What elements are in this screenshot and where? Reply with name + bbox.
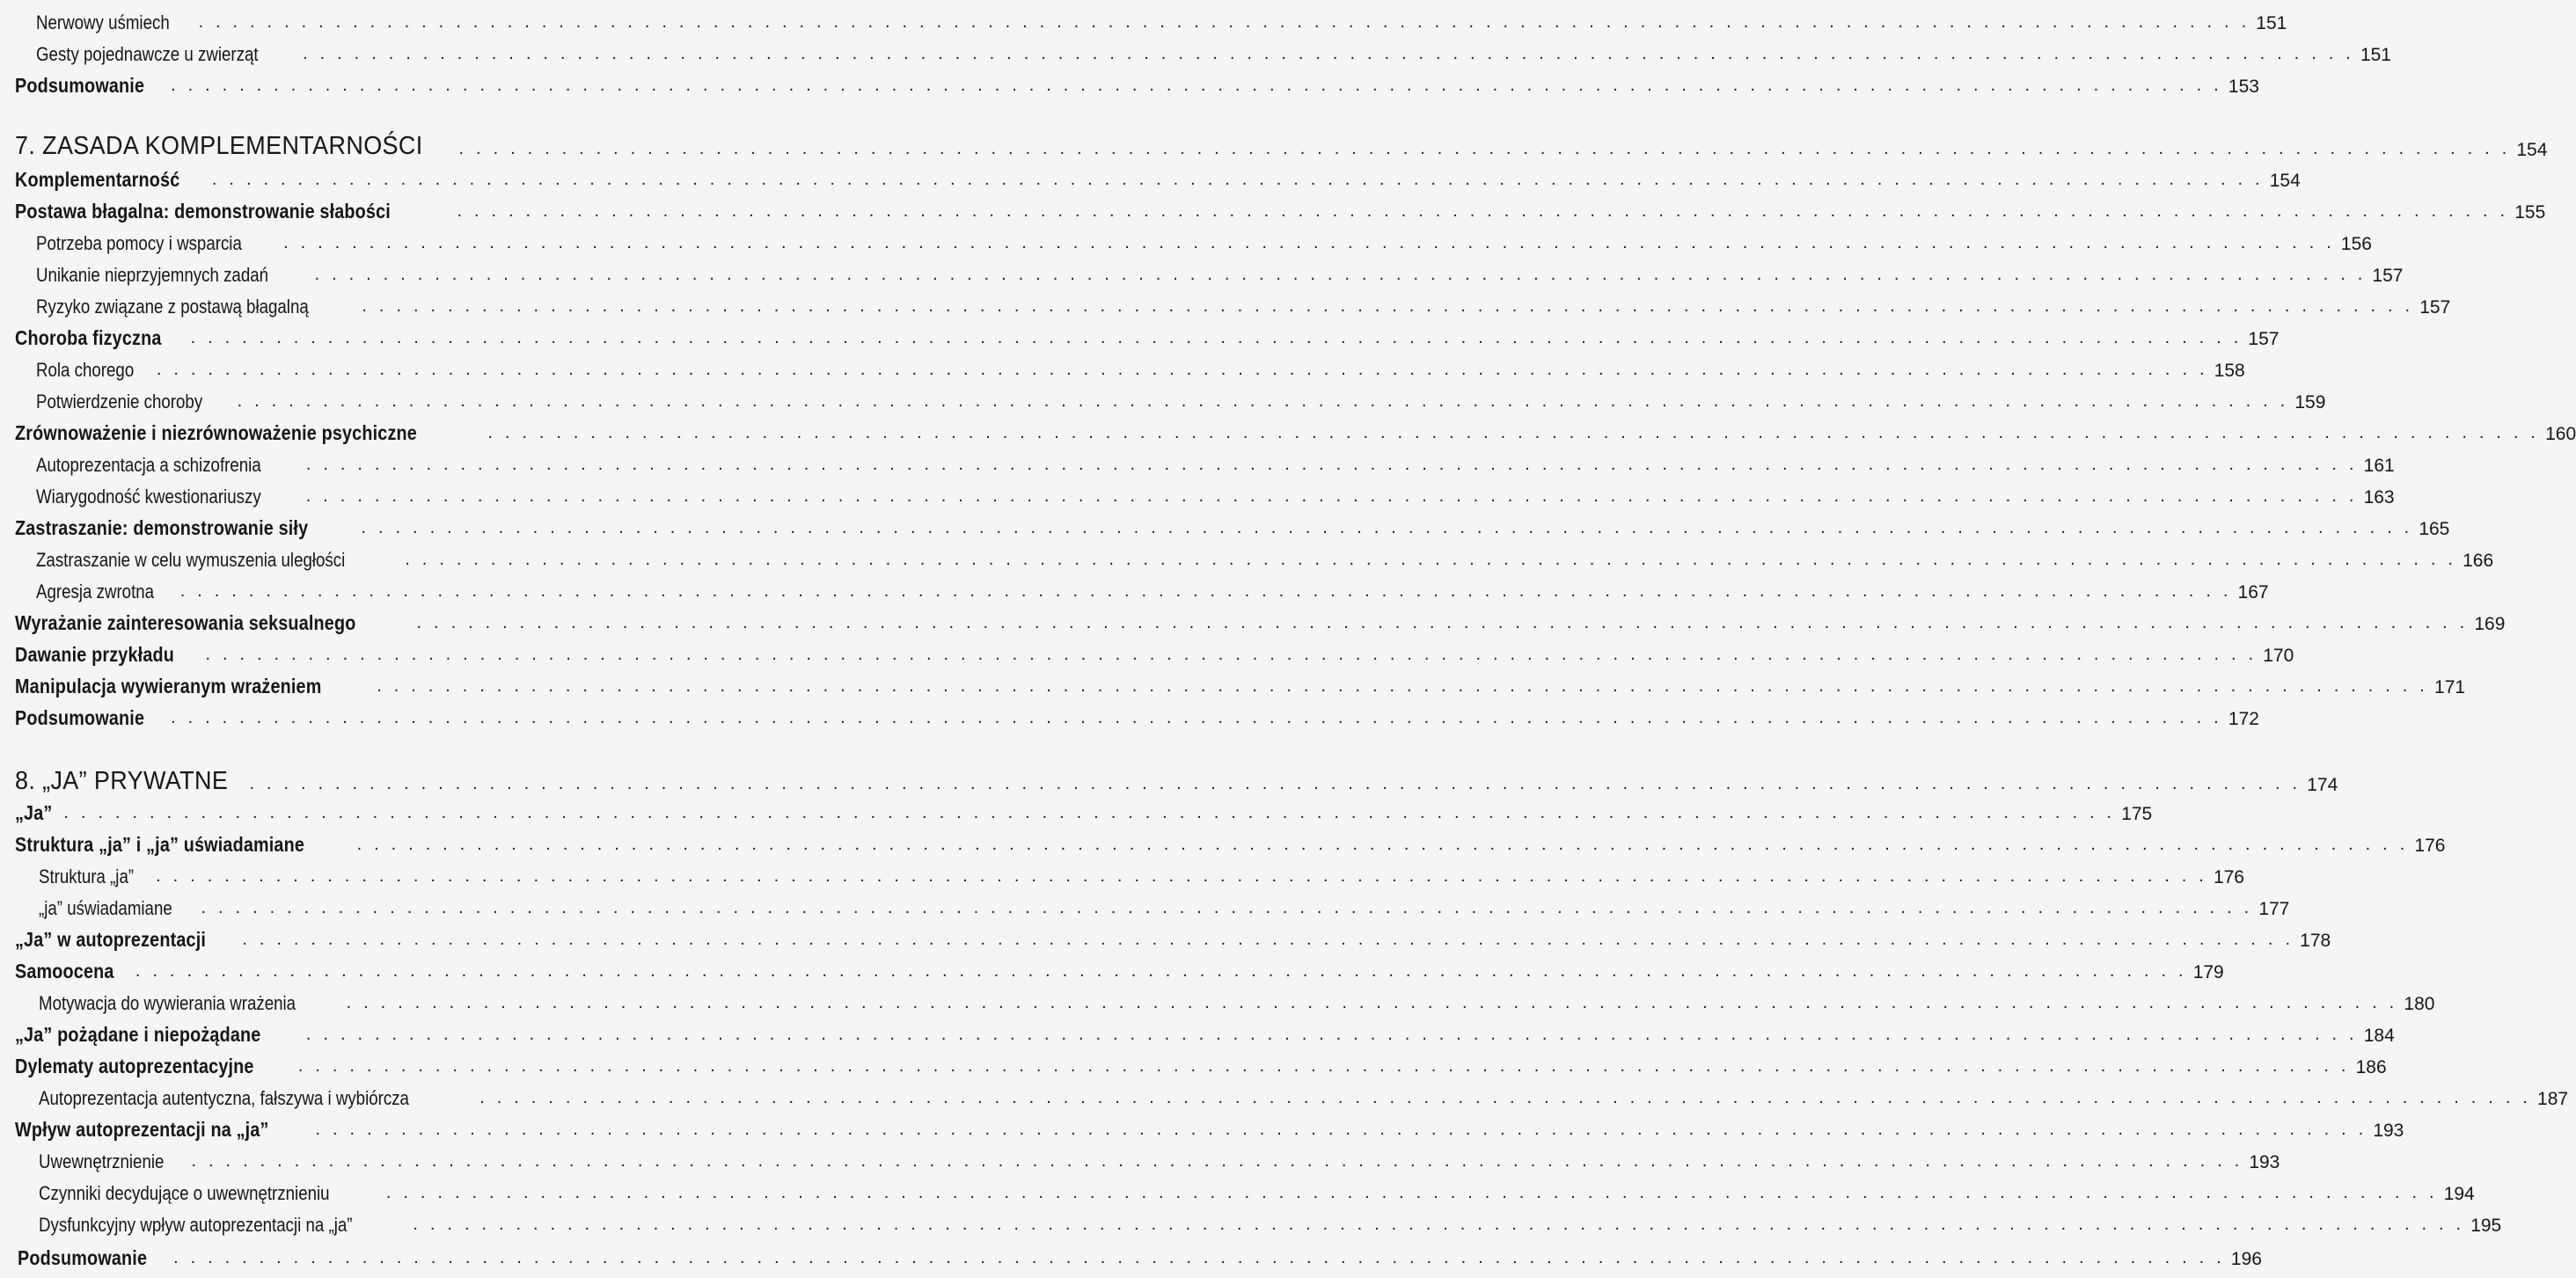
toc-entry-page: 157 xyxy=(2248,329,2280,349)
toc-entry-page: 154 xyxy=(2269,171,2301,191)
dot-leader: . . . . . . . . . . . . . . . . . . . . . . . . . . . . . . . . . . . . . . . . . . . . . . . . . . . . . . . . . . . . . . . . . . . . . . . . . . . . . . . . . . . . . . . . . . . . . . . . . . . . . . . . . . . . . . . . . . . . . . . . xyxy=(156,360,2208,379)
dot-leader: . . . . . . . . . . . . . . . . . . . . . . . . . . . . . . . . . . . . . . . . . . . . . . . . . . . . . . . . . . . . . . . . . . . . . . . . . . . . . . . . . . . . . . . . . . . . . . . . . . . . . . . . . . . . . . . . . . . . . . . . xyxy=(362,296,2414,316)
dot-leader: . . . . . . . . . . . . . . . . . . . . . . . . . . . . . . . . . . . . . . . . . . . . . . . . . . . . . . . . . . . . . . . . . . . . . . . . . . . . . . . . . . . . . . . . . . . . . . . . . . . . . . . . . . . . . . . . . . . . . . . . xyxy=(305,1025,2358,1044)
toc-entry xyxy=(0,3,2287,33)
toc-entry-page: 180 xyxy=(2404,994,2435,1014)
toc-entry-page: 178 xyxy=(2300,931,2331,951)
toc-entry xyxy=(0,1078,2569,1109)
toc-entry xyxy=(0,445,2395,476)
toc-entry xyxy=(0,160,2301,191)
dot-leader: . . . . . . . . . . . . . . . . . . . . . . . . . . . . . . . . . . . . . . . . . . . . . . . . . . . . . . . . . . . . . . . . . . . . . . . . . . . . . . . . . . . . . . . . . . . . . . . . . . . . . . . . . . . . . . . . . . . . . . . . xyxy=(171,76,2222,95)
toc-chapter xyxy=(0,126,2548,160)
toc-entry-page: 151 xyxy=(2360,45,2391,65)
toc-entry-title: Uwewnętrznienie xyxy=(39,1150,165,1172)
toc-chapter-title: 8. „JA” PRYWATNE xyxy=(15,767,229,795)
toc-entry xyxy=(0,698,2259,729)
toc-entry xyxy=(0,34,2391,65)
toc-entry-page: 194 xyxy=(2443,1184,2475,1204)
toc-entry-title: Struktura „ja” i „ja” uświadamiane xyxy=(15,833,305,856)
toc-entry-title: Zrównoważenie i niezrównoważenie psychiczne xyxy=(15,421,417,444)
dot-leader: . . . . . . . . . . . . . . . . . . . . . . . . . . . . . . . . . . . . . . . . . . . . . . . . . . . . . . . . . . . . . . . . . . . . . . . . . . . . . . . . . . . . . . . . . . . . . . . . . . . . . . . . . . . . . . . . . . . . . . . . xyxy=(305,486,2358,506)
toc-entry xyxy=(0,350,2245,381)
toc-entry xyxy=(0,477,2395,508)
toc-entry-title: Dawanie przykładu xyxy=(15,643,175,666)
toc-entry-title: Dysfunkcyjny wpływ autoprezentacji na „ja” xyxy=(39,1214,353,1236)
toc-entry-page: 160 xyxy=(2545,424,2576,444)
toc-entry xyxy=(0,825,2446,856)
dot-leader: . . . . . . . . . . . . . . . . . . . . . . . . . . . . . . . . . . . . . . . . . . . . . . . . . . . . . . . . . . . . . . . . . . . . . . . . . . . . . . . . . . . . . . . . . . . . . . . . . . . . . . . . . . . . . . . . . . . . . . . . xyxy=(487,423,2540,442)
toc-entry-page: 193 xyxy=(2249,1152,2280,1172)
dot-leader: . . . . . . . . . . . . . . . . . . . . . . . . . . . . . . . . . . . . . . . . . . . . . . . . . . . . . . . . . . . . . . . . . . . . . . . . . . . . . . . . . . . . . . . . . . . . . . . . . . . . . . . . . . . . . . . . . . . . . . . . xyxy=(361,518,2413,537)
toc-entry-page: 153 xyxy=(2228,77,2259,97)
dot-leader: . . . . . . . . . . . . . . . . . . . . . . . . . . . . . . . . . . . . . . . . . . . . . . . . . . . . . . . . . . . . . . . . . . . . . . . . . . . . . . . . . . . . . . . . . . . . . . . . . . . . . . . . . . . . . . . . . . . . . . . . xyxy=(315,1120,2367,1139)
dot-leader: . . . . . . . . . . . . . . . . . . . . . . . . . . . . . . . . . . . . . . . . . . . . . . . . . . . . . . . . . . . . . . . . . . . . . . . . . . . . . . . . . . . . . . . . . . . . . . . . . . . . . . . . . . . . . . . . . . . . . . . . xyxy=(237,391,2289,411)
toc-entry-page: 172 xyxy=(2228,709,2259,729)
toc-entry-title: Ryzyko związane z postawą błagalną xyxy=(36,296,309,318)
dot-leader: . . . . . . . . . . . . . . . . . . . . . . . . . . . . . . . . . . . . . . . . . . . . . . . . . . . . . . . . . . . . . . . . . . . . . . . . . . . . . . . . . . . . . . . . . . . . . . . . . . . . . . . . . . . . . . . . . . . . . . . . xyxy=(205,645,2258,664)
dot-leader: . . . . . . . . . . . . . . . . . . . . . . . . . . . . . . . . . . . . . . . . . . . . . . . . . . . . . . . . . . . . . . . . . . . . . . . . . . . . . . . . . . . . . . . . . . . . . . . . . . . . . . . . . . . . . . . . . . . . . . . . xyxy=(211,170,2264,189)
toc-entry-page: 177 xyxy=(2258,899,2290,919)
toc-entry-page: 157 xyxy=(2419,297,2451,318)
toc-entry-title: Agresja zwrotna xyxy=(36,581,155,602)
toc-entry-title: „Ja” xyxy=(15,801,53,824)
dot-leader: . . . . . . . . . . . . . . . . . . . . . . . . . . . . . . . . . . . . . . . . . . . . . . . . . . . . . . . . . . . . . . . . . . . . . . . . . . . . . . . . . . . . . . . . . . . . . . . . . . . . . . . . . . . . . . . . . . . . . . . . xyxy=(190,328,2243,347)
dot-leader: . . . . . . . . . . . . . . . . . . . . . . . . . . . . . . . . . . . . . . . . . . . . . . . . . . . . . . . . . . . . . . . . . . . . . . . . . . . . . . . . . . . . . . . . . . . . . . . . . . . . . . . . . . . . . . . . . . . . . . . . xyxy=(385,1183,2438,1202)
toc-entry xyxy=(0,540,2494,571)
toc-entry-title: Potrzeba pomocy i wsparcia xyxy=(36,232,242,254)
dot-leader: . . . . . . . . . . . . . . . . . . . . . . . . . . . . . . . . . . . . . . . . . . . . . . . . . . . . . . . . . . . . . . . . . . . . . . . . . . . . . . . . . . . . . . . . . . . . . . . . . . . . . . . . . . . . . . . . . . . . . . . . xyxy=(405,550,2457,569)
toc-entry xyxy=(0,1110,2404,1141)
toc-entry-title: Rola chorego xyxy=(36,359,135,381)
dot-leader: . . . . . . . . . . . . . . . . . . . . . . . . . . . . . . . . . . . . . . . . . . . . . . . . . . . . . . . . . . . . . . . . . . . . . . . . . . . . . . . . . . . . . . . . . . . . . . . . . . . . . . . . . . . . . . . . . . . . . . . . xyxy=(191,1151,2243,1171)
toc-chapter xyxy=(0,761,2338,795)
toc-entry xyxy=(0,255,2404,286)
toc-entry-page: 186 xyxy=(2355,1057,2387,1077)
toc-entry-title: Podsumowanie xyxy=(18,1246,148,1269)
toc-entry-page: 155 xyxy=(2514,202,2546,223)
dot-leader: . . . . . . . . . . . . . . . . . . . . . . . . . . . . . . . . . . . . . . . . . . . . . . . . . . . . . . . . . . . . . . . . . . . . . . . . . . . . . . . . . . . . . . . . . . . . . . . . . . . . . . . . . . . . . . . . . . . . . . . . xyxy=(413,1215,2465,1234)
toc-entry xyxy=(0,793,2153,824)
toc-entry xyxy=(0,223,2372,254)
toc-entry-title: Postawa błagalna: demonstrowanie słabości xyxy=(15,200,391,223)
dot-leader: . . . . . . . . . . . . . . . . . . . . . . . . . . . . . . . . . . . . . . . . . . . . . . . . . . . . . . . . . . . . . . . . . . . . . . . . . . . . . . . . . . . . . . . . . . . . . . . . . . . . . . . . . . . . . . . . . . . . . . . . xyxy=(346,993,2398,1012)
toc-entry xyxy=(0,1142,2280,1172)
dot-leader: . . . . . . . . . . . . . . . . . . . . . . . . . . . . . . . . . . . . . . . . . . . . . . . . . . . . . . . . . . . . . . . . . . . . . . . . . . . . . . . . . . . . . . . . . . . . . . . . . . . . . . . . . . . . . . . . . . . . . . . . xyxy=(198,12,2250,32)
toc-entry-page: 170 xyxy=(2263,646,2294,666)
toc-entry-page: 159 xyxy=(2294,392,2326,413)
toc-chapter-title: 7. ZASADA KOMPLEMENTARNOŚCI xyxy=(15,132,423,160)
dot-leader: . . . . . . . . . . . . . . . . . . . . . . . . . . . . . . . . . . . . . . . . . . . . . . . . . . . . . . . . . . . . . . . . . . . . . . . . . . . . . . . . . . . . . . . . . . . . . . . . . . . . . . . . . . . . . . . . . . . . . . . . xyxy=(249,774,2302,793)
toc-entry xyxy=(0,635,2294,666)
dot-leader: . . . . . . . . . . . . . . . . . . . . . . . . . . . . . . . . . . . . . . . . . . . . . . . . . . . . . . . . . . . . . . . . . . . . . . . . . . . . . . . . . . . . . . . . . . . . . . . . . . . . . . . . . . . . . . . . . . . . . . . . xyxy=(173,1248,2225,1267)
toc-entry xyxy=(0,508,2450,539)
toc-entry-page: 176 xyxy=(2213,867,2244,887)
toc-entry-title: „Ja” pożądane i niepożądane xyxy=(15,1023,261,1046)
dot-leader: . . . . . . . . . . . . . . . . . . . . . . . . . . . . . . . . . . . . . . . . . . . . . . . . . . . . . . . . . . . . . . . . . . . . . . . . . . . . . . . . . . . . . . . . . . . . . . . . . . . . . . . . . . . . . . . . . . . . . . . . xyxy=(305,455,2358,474)
toc-entry xyxy=(0,1238,2262,1269)
dot-leader: . . . . . . . . . . . . . . . . . . . . . . . . . . . . . . . . . . . . . . . . . . . . . . . . . . . . . . . . . . . . . . . . . . . . . . . . . . . . . . . . . . . . . . . . . . . . . . . . . . . . . . . . . . . . . . . . . . . . . . . . xyxy=(135,961,2187,981)
toc-entry-title: „ja” uświadamiane xyxy=(39,897,172,919)
dot-leader: . . . . . . . . . . . . . . . . . . . . . . . . . . . . . . . . . . . . . . . . . . . . . . . . . . . . . . . . . . . . . . . . . . . . . . . . . . . . . . . . . . . . . . . . . . . . . . . . . . . . . . . . . . . . . . . . . . . . . . . . xyxy=(297,1056,2350,1076)
dot-leader: . . . . . . . . . . . . . . . . . . . . . . . . . . . . . . . . . . . . . . . . . . . . . . . . . . . . . . . . . . . . . . . . . . . . . . . . . . . . . . . . . . . . . . . . . . . . . . . . . . . . . . . . . . . . . . . . . . . . . . . . xyxy=(201,898,2253,917)
toc-entry-title: Motywacja do wywierania wrażenia xyxy=(39,992,296,1014)
toc-entry-title: Wyrażanie zainteresowania seksualnego xyxy=(15,611,356,634)
toc-entry-title: Komplementarność xyxy=(15,168,180,191)
toc-entry-page: 175 xyxy=(2121,804,2153,824)
toc-entry-title: Potwierdzenie choroby xyxy=(36,391,203,413)
dot-leader: . . . . . . . . . . . . . . . . . . . . . . . . . . . . . . . . . . . . . . . . . . . . . . . . . . . . . . . . . . . . . . . . . . . . . . . . . . . . . . . . . . . . . . . . . . . . . . . . . . . . . . . . . . . . . . . . . . . . . . . . xyxy=(314,265,2367,284)
toc-entry-title: Wiarygodność kwestionariuszy xyxy=(36,486,261,508)
toc-entry-page: 156 xyxy=(2340,234,2372,254)
toc-entry-page: 157 xyxy=(2372,266,2404,286)
toc-entry-title: Nerwowy uśmiech xyxy=(36,11,170,33)
toc-entry xyxy=(0,920,2331,951)
dot-leader: . . . . . . . . . . . . . . . . . . . . . . . . . . . . . . . . . . . . . . . . . . . . . . . . . . . . . . . . . . . . . . . . . . . . . . . . . . . . . . . . . . . . . . . . . . . . . . . . . . . . . . . . . . . . . . . . . . . . . . . . xyxy=(171,708,2222,727)
toc-entry-page: 166 xyxy=(2463,551,2494,571)
toc-entry xyxy=(0,382,2326,413)
dot-leader: . . . . . . . . . . . . . . . . . . . . . . . . . . . . . . . . . . . . . . . . . . . . . . . . . . . . . . . . . . . . . . . . . . . . . . . . . . . . . . . . . . . . . . . . . . . . . . . . . . . . . . . . . . . . . . . . . . . . . . . . xyxy=(416,613,2469,632)
toc-entry-page: 163 xyxy=(2363,487,2395,508)
toc-entry xyxy=(0,1205,2502,1236)
toc-entry xyxy=(0,1015,2395,1046)
toc-entry-page: 165 xyxy=(2419,519,2450,539)
toc-entry-page: 184 xyxy=(2363,1026,2395,1046)
toc-entry-page: 176 xyxy=(2414,836,2446,856)
toc-entry xyxy=(0,888,2290,919)
toc-entry-page: 161 xyxy=(2363,456,2395,476)
dot-leader: . . . . . . . . . . . . . . . . . . . . . . . . . . . . . . . . . . . . . . . . . . . . . . . . . . . . . . . . . . . . . . . . . . . . . . . . . . . . . . . . . . . . . . . . . . . . . . . . . . . . . . . . . . . . . . . . . . . . . . . . xyxy=(303,44,2354,63)
toc-entry-title: Gesty pojednawcze u zwierząt xyxy=(36,43,259,65)
toc-entry-title: Dylematy autoprezentacyjne xyxy=(15,1055,254,1077)
toc-entry-title: Czynniki decydujące o uwewnętrznieniu xyxy=(39,1182,330,1204)
toc-entry-title: Zastraszanie w celu wymuszenia uległości xyxy=(36,549,346,571)
toc-entry-page: 179 xyxy=(2192,962,2224,982)
toc-entry xyxy=(0,1047,2387,1077)
toc-entry-title: Podsumowanie xyxy=(15,74,145,97)
toc-entry-title: Manipulacja wywieranym wrażeniem xyxy=(15,675,322,697)
dot-leader: . . . . . . . . . . . . . . . . . . . . . . . . . . . . . . . . . . . . . . . . . . . . . . . . . . . . . . . . . . . . . . . . . . . . . . . . . . . . . . . . . . . . . . . . . . . . . . . . . . . . . . . . . . . . . . . . . . . . . . . . xyxy=(356,835,2409,854)
toc-entry-title: Wpływ autoprezentacji na „ja” xyxy=(15,1118,269,1141)
toc-entry-title: Struktura „ja” xyxy=(39,865,135,887)
toc-entry xyxy=(0,857,2244,887)
toc-entry-title: Zastraszanie: demonstrowanie siły xyxy=(15,516,309,539)
toc-entry-page: 187 xyxy=(2537,1089,2569,1109)
dot-leader: . . . . . . . . . . . . . . . . . . . . . . . . . . . . . . . . . . . . . . . . . . . . . . . . . . . . . . . . . . . . . . . . . . . . . . . . . . . . . . . . . . . . . . . . . . . . . . . . . . . . . . . . . . . . . . . . . . . . . . . . xyxy=(458,139,2511,158)
dot-leader: . . . . . . . . . . . . . . . . . . . . . . . . . . . . . . . . . . . . . . . . . . . . . . . . . . . . . . . . . . . . . . . . . . . . . . . . . . . . . . . . . . . . . . . . . . . . . . . . . . . . . . . . . . . . . . . . . . . . . . . . xyxy=(457,201,2509,221)
toc-entry-page: 196 xyxy=(2230,1249,2262,1269)
toc-entry xyxy=(0,318,2280,349)
toc-entry xyxy=(0,413,2576,444)
dot-leader: . . . . . . . . . . . . . . . . . . . . . . . . . . . . . . . . . . . . . . . . . . . . . . . . . . . . . . . . . . . . . . . . . . . . . . . . . . . . . . . . . . . . . . . . . . . . . . . . . . . . . . . . . . . . . . . . . . . . . . . . xyxy=(156,866,2207,886)
dot-leader: . . . . . . . . . . . . . . . . . . . . . . . . . . . . . . . . . . . . . . . . . . . . . . . . . . . . . . . . . . . . . . . . . . . . . . . . . . . . . . . . . . . . . . . . . . . . . . . . . . . . . . . . . . . . . . . . . . . . . . . . xyxy=(283,233,2335,252)
toc-entry xyxy=(0,572,2269,602)
toc-entry-title: Samoocena xyxy=(15,960,114,982)
dot-leader: . . . . . . . . . . . . . . . . . . . . . . . . . . . . . . . . . . . . . . . . . . . . . . . . . . . . . . . . . . . . . . . . . . . . . . . . . . . . . . . . . . . . . . . . . . . . . . . . . . . . . . . . . . . . . . . . . . . . . . . . xyxy=(242,930,2294,949)
toc-entry-page: 174 xyxy=(2307,775,2338,795)
dot-leader: . . . . . . . . . . . . . . . . . . . . . . . . . . . . . . . . . . . . . . . . . . . . . . . . . . . . . . . . . . . . . . . . . . . . . . . . . . . . . . . . . . . . . . . . . . . . . . . . . . . . . . . . . . . . . . . . . . . . . . . . xyxy=(63,803,2116,822)
toc-entry-page: 158 xyxy=(2214,361,2245,381)
toc-entry xyxy=(0,983,2435,1014)
toc-entry-title: „Ja” w autoprezentacji xyxy=(15,928,207,951)
toc-entry xyxy=(0,667,2466,697)
toc-entry-page: 171 xyxy=(2434,677,2466,697)
toc-entry xyxy=(0,287,2451,318)
toc-entry-page: 154 xyxy=(2516,140,2548,160)
toc-entry-title: Autoprezentacja a schizofrenia xyxy=(36,454,261,476)
dot-leader: . . . . . . . . . . . . . . . . . . . . . . . . . . . . . . . . . . . . . . . . . . . . . . . . . . . . . . . . . . . . . . . . . . . . . . . . . . . . . . . . . . . . . . . . . . . . . . . . . . . . . . . . . . . . . . . . . . . . . . . . xyxy=(377,676,2429,696)
dot-leader: . . . . . . . . . . . . . . . . . . . . . . . . . . . . . . . . . . . . . . . . . . . . . . . . . . . . . . . . . . . . . . . . . . . . . . . . . . . . . . . . . . . . . . . . . . . . . . . . . . . . . . . . . . . . . . . . . . . . . . . . xyxy=(479,1088,2532,1107)
toc-entry xyxy=(0,1173,2475,1204)
toc-entry-title: Unikanie nieprzyjemnych zadań xyxy=(36,264,269,286)
toc-entry-page: 151 xyxy=(2256,13,2287,33)
toc-entry-page: 195 xyxy=(2470,1216,2502,1236)
toc-entry-page: 193 xyxy=(2373,1121,2404,1141)
toc-entry xyxy=(0,952,2224,982)
toc-entry-title: Podsumowanie xyxy=(15,706,145,729)
toc-entry xyxy=(0,603,2506,634)
dot-leader: . . . . . . . . . . . . . . . . . . . . . . . . . . . . . . . . . . . . . . . . . . . . . . . . . . . . . . . . . . . . . . . . . . . . . . . . . . . . . . . . . . . . . . . . . . . . . . . . . . . . . . . . . . . . . . . . . . . . . . . . xyxy=(179,581,2232,601)
toc-entry-page: 169 xyxy=(2474,614,2506,634)
toc-entry-page: 167 xyxy=(2237,582,2269,602)
toc-entry-title: Autoprezentacja autentyczna, fałszywa i wybiórcza xyxy=(39,1087,409,1109)
toc-entry xyxy=(0,66,2259,97)
toc-entry xyxy=(0,192,2546,223)
toc-entry-title: Choroba fizyczna xyxy=(15,326,162,349)
